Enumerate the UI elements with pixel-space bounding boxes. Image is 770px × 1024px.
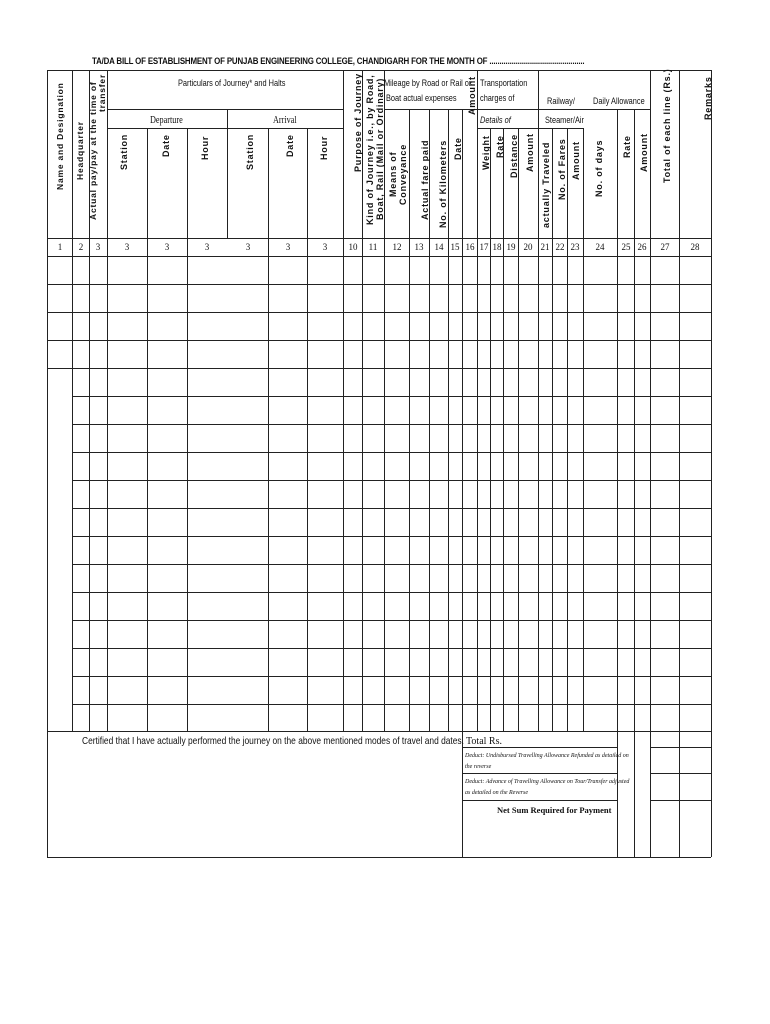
row-line [72,648,711,649]
mileage-divider [384,109,477,110]
header-distance: Distance [509,134,519,178]
column-number-8: 3 [285,242,291,252]
column-number-27: 27 [660,242,670,252]
header-purpose: Purpose of Journey [353,73,363,172]
header-arrival: Arrival [273,115,297,126]
column-number-24: 24 [595,242,605,252]
header-daily-allowance: Daily Allowance [593,96,645,106]
header-headquarter: Headquarter [75,121,85,180]
form-title: TA/DA BILL OF ESTABLISHMENT OF PUNJAB ENGINEERING COLLEGE, CHANDIGARH FOR THE MONTH OF ............................................... [92,56,585,66]
header-departure: Departure [150,115,183,126]
column-number-4: 3 [124,242,130,252]
header-kind-2: Boat, Rail (Mail or Ordinary) [375,77,385,220]
header-railway: Railway/ [547,96,575,106]
header-transfer: transfer [97,73,107,112]
row-line [72,592,711,593]
header-mileage-1: Mileage by Road or Rail or [384,78,472,88]
column-number-25: 25 [621,242,631,252]
net-sum-label: Net Sum Required for Payment [497,805,612,815]
number-row-bottom-line [47,256,711,257]
header-remarks: Remarks [703,76,713,120]
column-number-1: 1 [57,242,63,252]
footer-total-line [462,747,617,748]
column-line [147,128,148,731]
footer-column-line [634,731,635,857]
footer-total-amount-line [650,747,711,748]
header-steamer: Steamer/Air [545,115,584,125]
footer-deduct2-line [462,800,617,801]
row-line [47,340,711,341]
deduct-advance-line-1: Deduct: Advance of Travelling Allowance on Tour/Transfer adjusted [465,779,630,785]
column-line [503,128,504,731]
total-label: Total Rs. [466,736,502,747]
column-line [634,109,635,731]
header-bottom-line [47,238,711,239]
table-top-border [47,70,711,71]
header-arr-date: Date [285,134,295,157]
footer-deduct-line [462,773,617,774]
row-line [72,676,711,677]
deduct-advance-line-2: as detailed on the Reverse [465,790,528,796]
header-arr-station: Station [245,133,255,170]
footer-deduct2-amount-line [650,800,711,801]
column-number-13: 13 [414,242,424,252]
column-line [477,70,478,731]
row-line [72,424,711,425]
footer-column-line [679,731,680,857]
column-number-12: 12 [392,242,402,252]
row-line [72,508,711,509]
header-name-designation: Name and Designation [55,82,65,190]
footer-column-line [650,731,651,857]
column-number-16: 16 [465,242,475,252]
header-no-fares: No. of Fares [557,138,567,200]
deduct-refund-line-1: Deduct: Undisbursed Travelling Allowance Refunded as detailed on [465,753,629,759]
header-arr-hour: Hour [319,135,329,160]
header-no-days: No. of days [594,139,604,197]
header-da-amount: Amount [639,133,649,172]
column-line [538,70,539,731]
steamer-divider [538,128,583,129]
departure-arrival-split [227,109,228,238]
header-transport-1: Transportation [480,78,528,88]
header-rate: Rate [495,135,505,158]
header-da-rate: Rate [622,135,632,158]
column-number-11: 11 [368,242,378,252]
column-line [650,70,651,731]
column-line [583,128,584,731]
column-line [617,109,618,731]
footer-deduct-amount-line [650,773,711,774]
column-number-6: 3 [204,242,210,252]
transport-divider [477,109,538,110]
column-number-3: 3 [95,242,101,252]
certification-text: Certified that I have actually performed the journey on the above mentioned modes of travel and dates. [82,735,464,747]
header-amount: Amount [467,76,477,115]
header-particulars: Particulars of Journey* and Halts [178,78,286,88]
column-number-10: 10 [348,242,358,252]
footer-divider [462,731,463,857]
table-right-border [711,70,712,857]
row-line [72,452,711,453]
column-number-21: 21 [540,242,550,252]
column-number-5: 3 [164,242,170,252]
column-number-22: 22 [555,242,565,252]
column-line [187,128,188,731]
column-line [448,109,449,731]
column-number-26: 26 [637,242,647,252]
row-line [72,536,711,537]
column-number-17: 17 [479,242,489,252]
column-number-19: 19 [506,242,516,252]
row-line [72,704,711,705]
column-number-18: 18 [492,242,502,252]
column-line [107,70,108,731]
row-line [47,368,711,369]
header-actually-traveled: actually Traveled [541,141,551,228]
deduct-refund-line-2: the reverse [465,764,492,770]
header-means-1: Means of [388,151,398,197]
header-dep-hour: Hour [200,135,210,160]
footer-column-line [617,731,618,857]
column-line [72,70,73,731]
header-date-col: Date [453,137,463,160]
table-left-border [47,70,48,857]
header-mileage-2: Boat actual expenses [386,93,457,103]
column-line [307,128,308,731]
column-number-14: 14 [434,242,444,252]
header-details-of: Details of [480,115,511,125]
header-total-line: Total of each line (Rs.) [662,68,672,183]
header-dep-station: Station [119,133,129,170]
column-number-2: 2 [78,242,84,252]
column-number-28: 28 [690,242,700,252]
row-line [72,620,711,621]
header-kind-1: Kind of Journey i.e., by Road, [365,74,375,225]
header-amount-rail: Amount [571,141,581,180]
row-line [47,312,711,313]
header-actual-fare: Actual fare paid [420,139,430,220]
column-number-9: 3 [322,242,328,252]
row-line [47,284,711,285]
header-transport-2: charges of [480,93,515,103]
header-actual-pay: Actual pay/pay at the time of [88,81,98,220]
particulars-divider [107,109,343,110]
column-line [552,128,553,731]
column-number-23: 23 [570,242,580,252]
column-line [518,128,519,731]
column-number-7: 3 [245,242,251,252]
column-line [679,70,680,731]
header-dep-date: Date [161,134,171,157]
column-line [409,109,410,731]
row-line [72,564,711,565]
table-bottom-border [47,857,711,858]
row-line [72,396,711,397]
column-line [343,70,344,731]
header-amount-col: Amount [525,133,535,172]
header-weight: Weight [481,135,491,170]
column-line [490,128,491,731]
row-line [72,480,711,481]
column-line [567,128,568,731]
column-line [462,109,463,731]
header-means-2: Conveyance [398,143,408,205]
column-number-20: 20 [523,242,533,252]
column-number-15: 15 [450,242,460,252]
body-bottom-line [47,731,711,732]
column-line [268,128,269,731]
details-divider [477,128,538,129]
header-kilometers: No. of Kilometers [438,139,448,228]
